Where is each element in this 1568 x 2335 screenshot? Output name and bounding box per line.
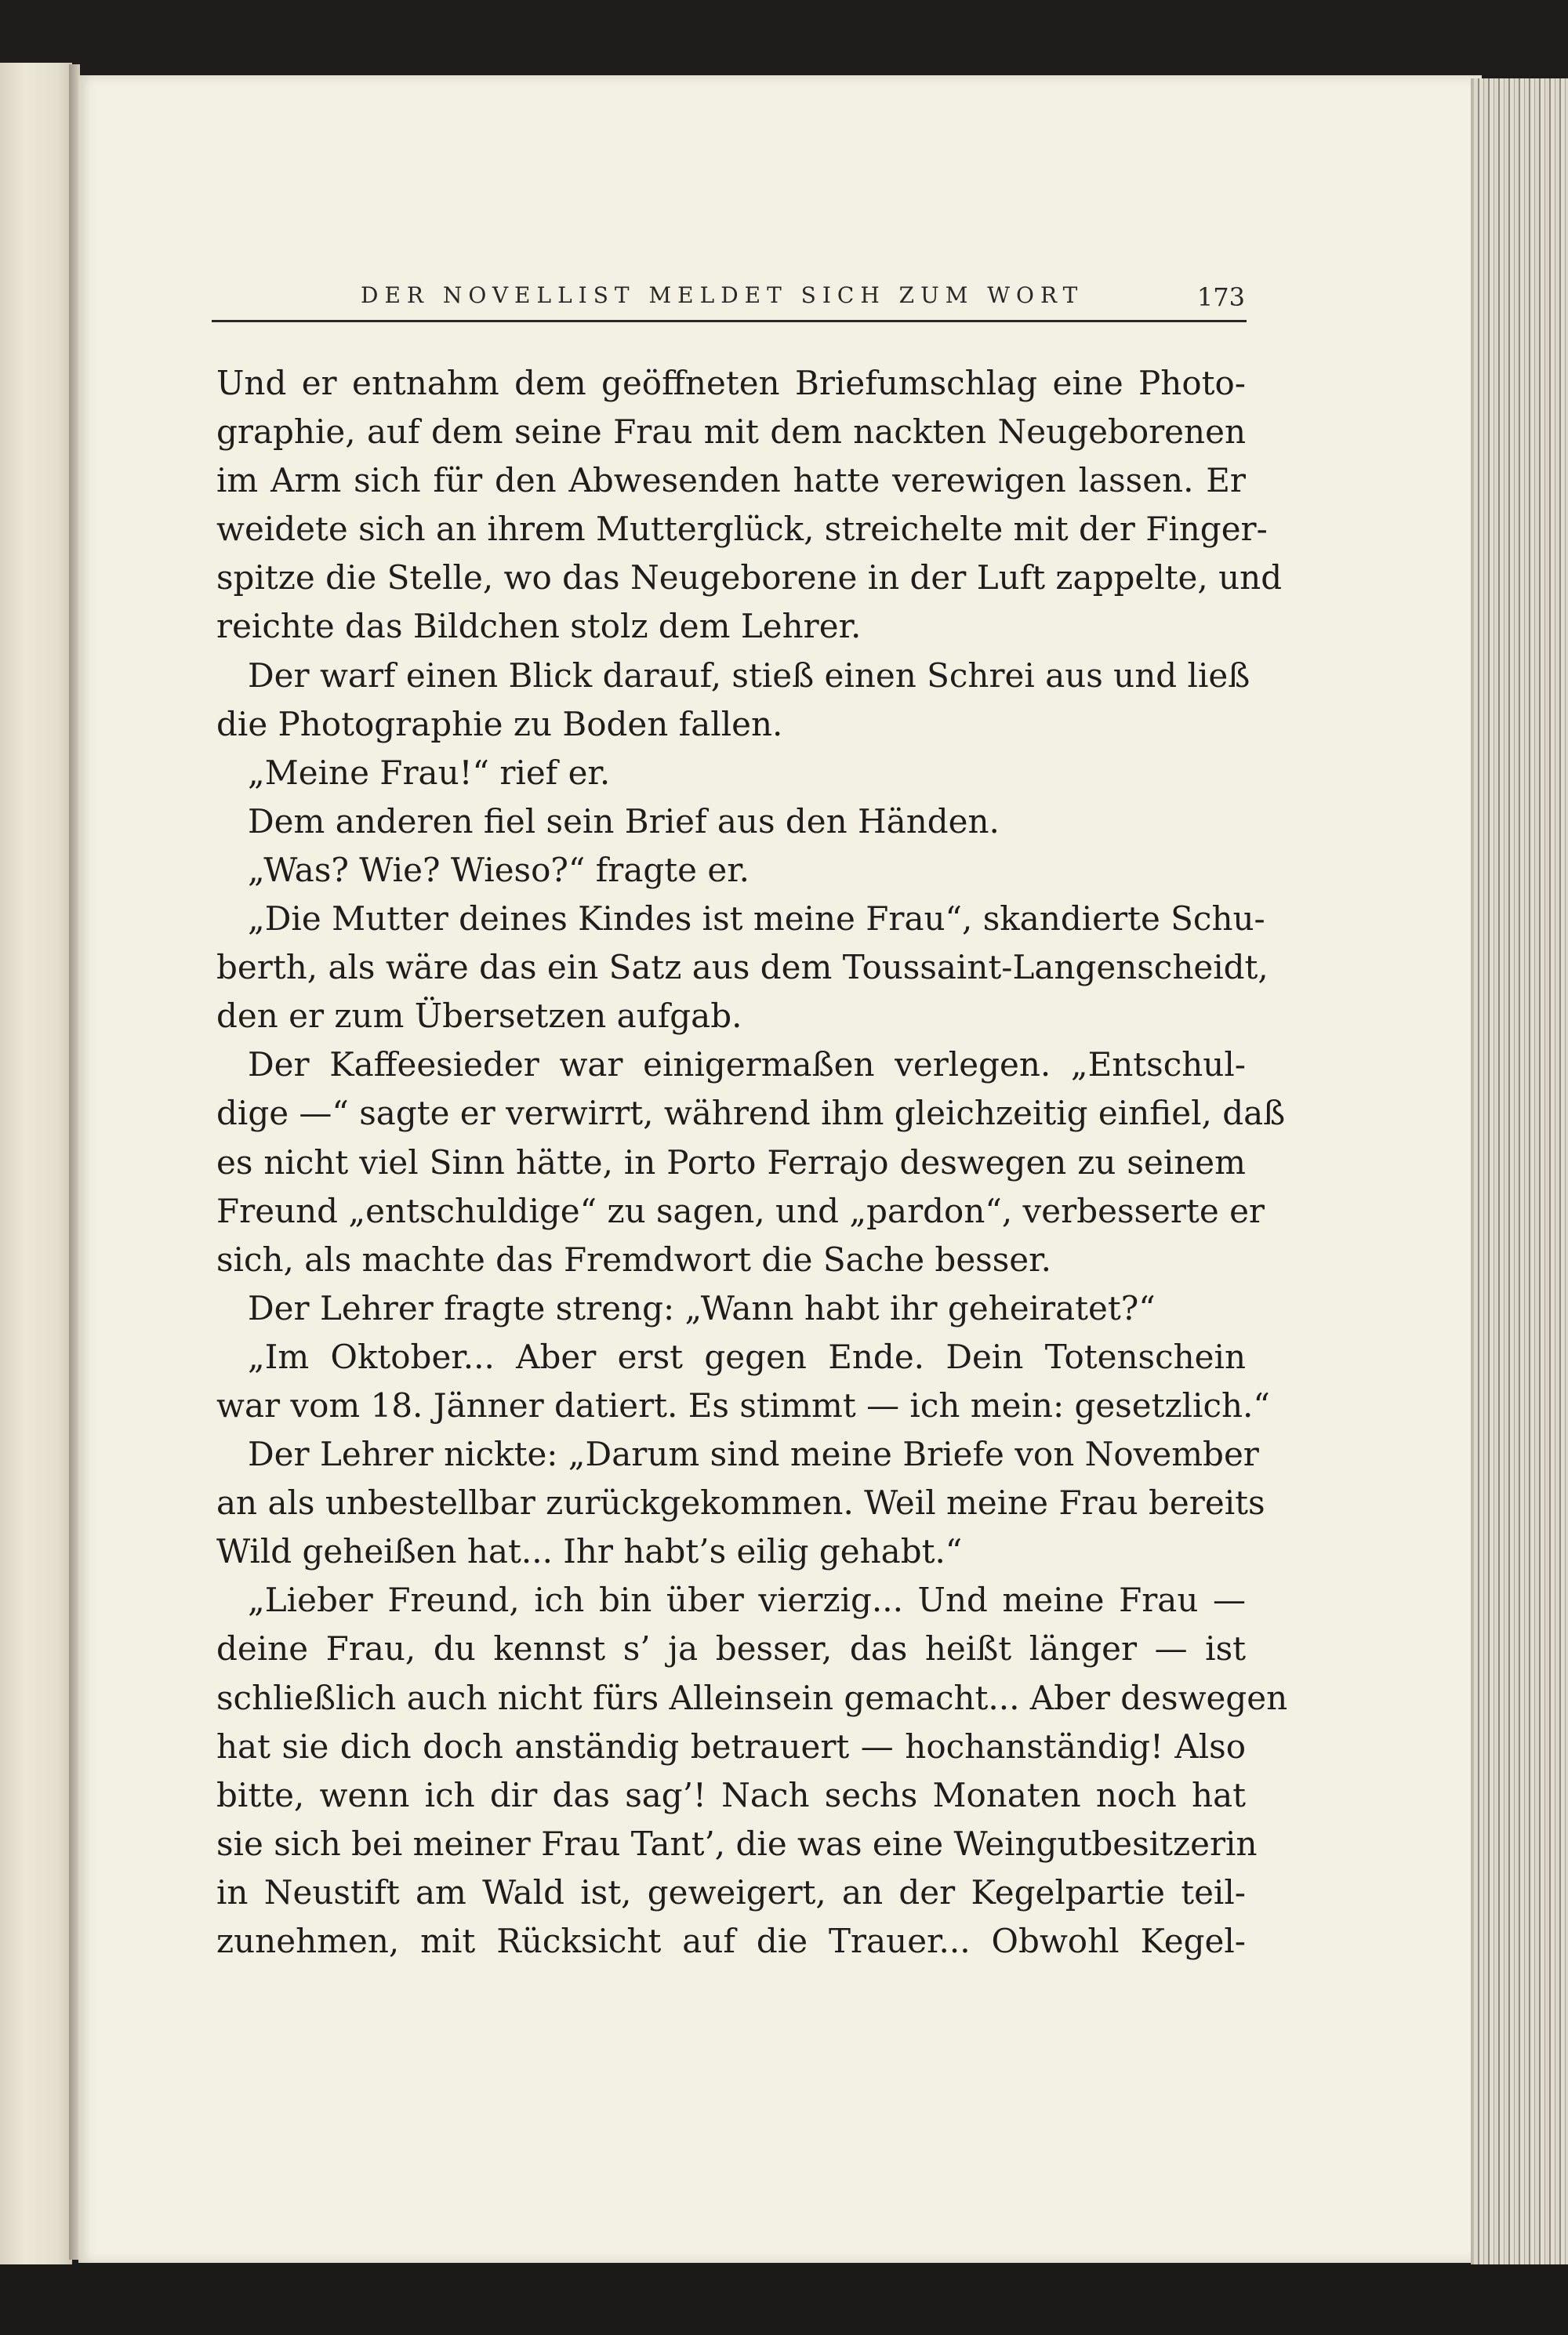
text-line: Dem anderen fiel sein Brief aus den Händen. xyxy=(248,801,1000,841)
text-line: sie sich bei meiner Frau Tant’, die was eine Weingutbesitzerin xyxy=(216,1824,1258,1863)
text-line: es nicht viel Sinn hätte, in Porto Ferrajo deswegen zu seinem xyxy=(216,1142,1246,1182)
text-line: berth, als wäre das ein Satz aus dem Toussaint-Langenscheidt, xyxy=(216,948,1269,987)
text-line: schließlich auch nicht fürs Alleinsein gemacht... Aber deswegen xyxy=(216,1678,1288,1717)
text-line: war vom 18. Jänner datiert. Es stimmt — ich mein: gesetzlich.“ xyxy=(216,1385,1270,1425)
scanner-background-top xyxy=(0,0,1568,74)
text-line: im Arm sich für den Abwesenden hatte verewigen lassen. Er xyxy=(216,461,1246,500)
text-line: „Die Mutter deines Kindes ist meine Frau“, skandierte Schu- xyxy=(248,899,1265,939)
text-line: „Was? Wie? Wieso?“ fragte er. xyxy=(248,850,750,889)
running-title: DER NOVELLIST MELDET SICH ZUM WORT xyxy=(361,282,1084,308)
text-line: dige —“ sagte er verwirrt, während ihm gleichzeitig einfiel, daß xyxy=(216,1094,1286,1133)
page-block-edges xyxy=(1474,78,1568,2266)
text-line: spitze die Stelle, wo das Neugeborene in der Luft zappelte, und xyxy=(216,558,1283,597)
text-line: Der Lehrer fragte streng: „Wann habt ihr geheiratet?“ xyxy=(248,1288,1156,1327)
text-line: weidete sich an ihrem Mutterglück, streichelte mit der Finger- xyxy=(216,510,1268,549)
text-line: deine Frau, du kennst s’ ja besser, das heißt länger — ist xyxy=(216,1629,1246,1669)
text-line: den er zum Übersetzen aufgab. xyxy=(216,997,742,1036)
text-line: „Meine Frau!“ rief er. xyxy=(248,753,611,792)
running-head xyxy=(212,282,1247,322)
scanner-background-bottom xyxy=(0,2264,1568,2335)
text-line: reichte das Bildchen stolz dem Lehrer. xyxy=(216,607,862,646)
text-line: zunehmen, mit Rücksicht auf die Trauer... Obwohl Kegel- xyxy=(216,1922,1246,1960)
text-line: die Photographie zu Boden fallen. xyxy=(216,704,783,743)
body-text xyxy=(216,359,1288,1966)
text-line: bitte, wenn ich dir das sag’! Nach sechs Monaten noch hat xyxy=(216,1775,1246,1814)
text-line: an als unbestellbar zurückgekommen. Weil meine Frau bereits xyxy=(216,1483,1265,1523)
text-line: „Im Oktober... Aber erst gegen Ende. Dein Totenschein xyxy=(248,1337,1246,1376)
text-line: hat sie dich doch anständig betrauert — hochanständig! Also xyxy=(216,1727,1246,1766)
text-line: sich, als machte das Fremdwort die Sache besser. xyxy=(216,1240,1051,1279)
text-line: Der warf einen Blick darauf, stieß einen Schrei aus und ließ xyxy=(248,655,1250,695)
left-page-edge xyxy=(0,63,72,2264)
text-line: Und er entnahm dem geöffneten Briefumschlag eine Photo- xyxy=(216,364,1246,402)
text-line: „Lieber Freund, ich bin über vierzig... Und meine Frau — xyxy=(248,1581,1246,1620)
text-line: Der Lehrer nickte: „Darum sind meine Briefe von November xyxy=(248,1435,1259,1474)
text-line: Freund „entschuldige“ zu sagen, und „pardon“, verbesserte er xyxy=(216,1191,1265,1230)
page-number: 173 xyxy=(1196,282,1245,312)
text-line: Wild geheißen hat... Ihr habt’s eilig gehabt.“ xyxy=(216,1532,963,1571)
text-line: Der Kaffeesieder war einigermaßen verlegen. „Entschul- xyxy=(248,1045,1246,1084)
text-line: in Neustift am Wald ist, geweigert, an der Kegelpartie teil- xyxy=(216,1872,1246,1912)
text-line: graphie, auf dem seine Frau mit dem nackten Neugeborenen xyxy=(216,412,1246,452)
